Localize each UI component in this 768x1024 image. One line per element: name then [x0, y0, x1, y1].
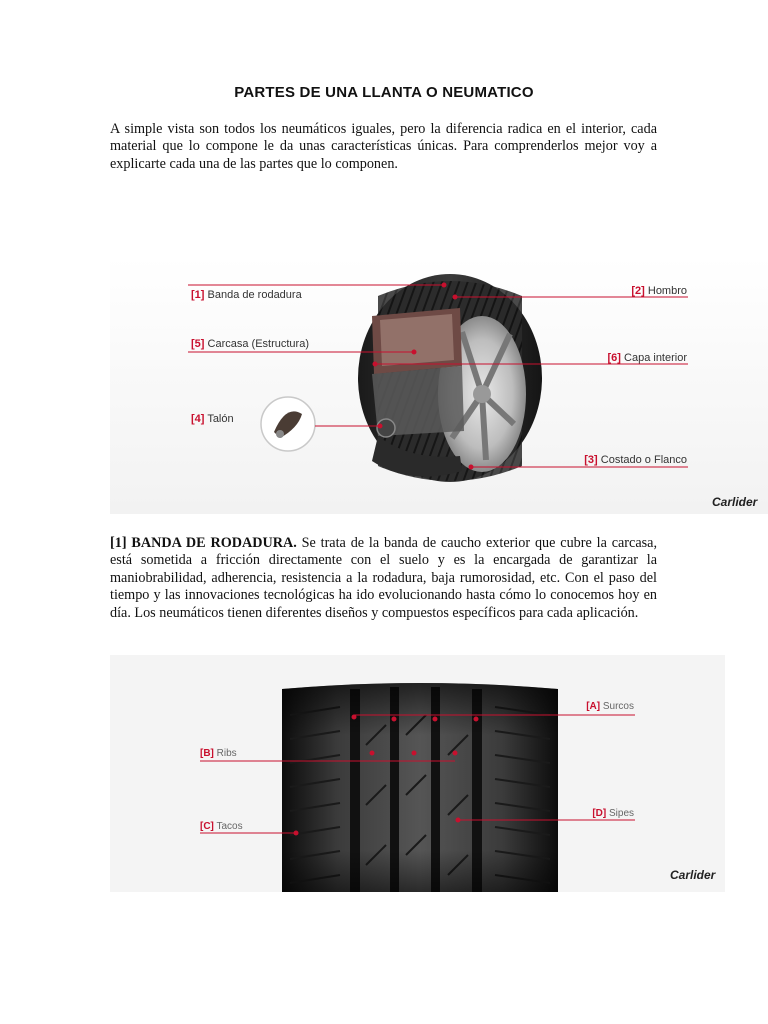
label-talon: [4] Talón — [191, 413, 234, 425]
label-tacos: [C] Tacos — [200, 821, 243, 832]
section1-paragraph — [110, 535, 657, 622]
label-banda-rodadura: [1] Banda de rodadura — [191, 289, 302, 301]
label-sipes: [D] Sipes — [592, 808, 634, 819]
tread-figure — [110, 655, 725, 892]
tread-illustration — [282, 683, 558, 892]
tire-illustration — [358, 274, 542, 482]
intro-paragraph: A simple vista son todos los neumáticos iguales, pero la diferencia radica en el interior, cada material que lo compone le da unas características únicas. Para comprenderlos mejor voy a explicarte cada una de las partes que lo componen. — [110, 121, 657, 172]
label-carcasa: [5] Carcasa (Estructura) — [191, 338, 309, 350]
label-costado: [3] Costado o Flanco — [584, 454, 687, 466]
carlider-logo: Carlider — [712, 495, 758, 509]
section1-body: Se trata de la banda de caucho exterior que cubre la carcasa, está sometida a fricción directamente con el suelo y es la encargada de garantizar la maniobrabilidad, adherencia, resistencia a la rodadura, baja rumorosidad, etc. Con el paso del tiempo y las innovaciones tecnológicas ha ido evolucionando hasta cómo lo conocemos hoy en día. Los neumáticos tienen diferentes diseños y compuestos específicos para cada aplicación. — [110, 535, 657, 621]
label-ribs: [B] Ribs — [200, 748, 237, 759]
tire-cutaway-figure — [110, 256, 768, 514]
page-title: PARTES DE UNA LLANTA O NEUMATICO — [234, 84, 534, 101]
label-hombro: [2] Hombro — [631, 285, 687, 297]
label-surcos: [A] Surcos — [586, 701, 634, 712]
label-capa-interior: [6] Capa interior — [607, 352, 687, 364]
bead-inset — [261, 397, 315, 451]
section1-heading: [1] BANDA DE RODADURA. — [110, 535, 297, 551]
carlider-logo: Carlider — [670, 868, 716, 882]
